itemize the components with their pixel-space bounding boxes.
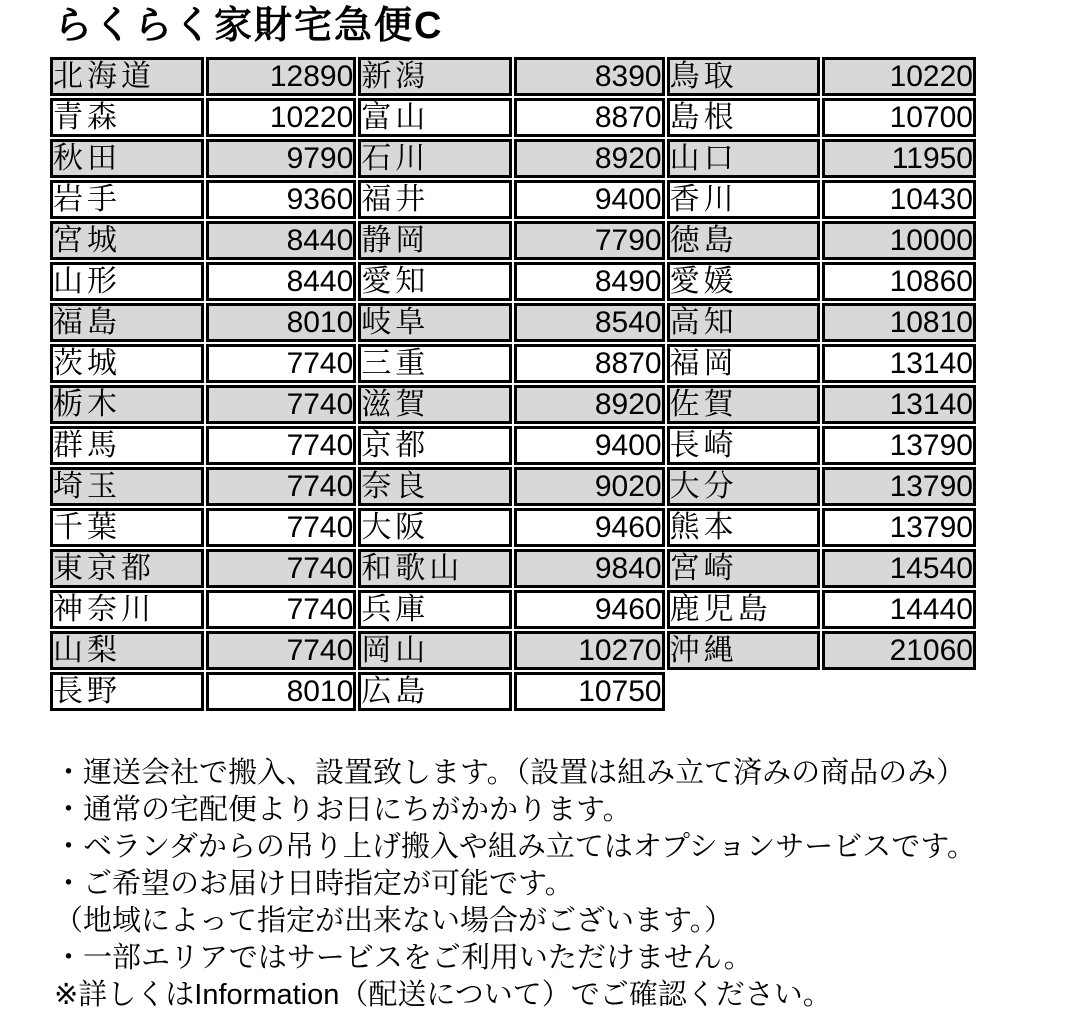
price-cell: 9020 xyxy=(514,467,665,506)
prefecture-cell: 京都 xyxy=(358,426,512,465)
prefecture-cell: 愛知 xyxy=(358,262,512,301)
price-cell: 7740 xyxy=(206,508,357,547)
prefecture-cell: 佐賀 xyxy=(667,385,821,424)
prefecture-cell: 大分 xyxy=(667,467,821,506)
rate-table xyxy=(48,55,978,713)
price-cell: 8010 xyxy=(206,303,357,342)
price-cell: 8540 xyxy=(514,303,665,342)
prefecture-cell: 神奈川 xyxy=(50,590,204,629)
price-cell: 8870 xyxy=(514,98,665,137)
table-row xyxy=(50,590,976,629)
price-cell: 9840 xyxy=(514,549,665,588)
note-line: ・一部エリアではサービスをご利用いただけません。 xyxy=(54,942,753,974)
price-cell: 11950 xyxy=(822,139,976,178)
prefecture-cell: 長崎 xyxy=(667,426,821,465)
price-cell: 7740 xyxy=(206,590,357,629)
prefecture-cell: 福井 xyxy=(358,180,512,219)
price-cell: 7740 xyxy=(206,631,357,670)
prefecture-cell: 千葉 xyxy=(50,508,204,547)
price-cell: 9360 xyxy=(206,180,357,219)
price-cell: 8390 xyxy=(514,57,665,96)
note-line: （地域によって指定が出来ない場合がございます。） xyxy=(54,905,734,937)
price-cell: 7740 xyxy=(206,344,357,383)
table-row xyxy=(50,385,976,424)
table-row xyxy=(50,344,976,383)
prefecture-cell: 鹿児島 xyxy=(667,590,821,629)
prefecture-cell: 愛媛 xyxy=(667,262,821,301)
prefecture-cell: 秋田 xyxy=(50,139,204,178)
empty-cell xyxy=(822,672,976,711)
prefecture-cell: 岡山 xyxy=(358,631,512,670)
prefecture-cell: 青森 xyxy=(50,98,204,137)
prefecture-cell: 長野 xyxy=(50,672,204,711)
table-row xyxy=(50,467,976,506)
price-cell: 10700 xyxy=(822,98,976,137)
notes-list xyxy=(54,755,1080,1014)
table-row xyxy=(50,262,976,301)
price-cell: 10270 xyxy=(514,631,665,670)
price-cell: 8870 xyxy=(514,344,665,383)
note-line: ※詳しくはInformation（配送について）でご確認ください。 xyxy=(54,979,832,1011)
prefecture-cell: 滋賀 xyxy=(358,385,512,424)
price-cell: 13790 xyxy=(822,467,976,506)
prefecture-cell: 岐阜 xyxy=(358,303,512,342)
prefecture-cell: 山梨 xyxy=(50,631,204,670)
prefecture-cell: 福島 xyxy=(50,303,204,342)
table-row xyxy=(50,672,976,711)
table-row xyxy=(50,221,976,260)
prefecture-cell: 沖縄 xyxy=(667,631,821,670)
price-cell: 10810 xyxy=(822,303,976,342)
prefecture-cell: 兵庫 xyxy=(358,590,512,629)
prefecture-cell: 大阪 xyxy=(358,508,512,547)
prefecture-cell: 広島 xyxy=(358,672,512,711)
prefecture-cell: 東京都 xyxy=(50,549,204,588)
prefecture-cell: 岩手 xyxy=(50,180,204,219)
table-row xyxy=(50,139,976,178)
price-cell: 9400 xyxy=(514,180,665,219)
price-cell: 9460 xyxy=(514,508,665,547)
table-row xyxy=(50,98,976,137)
price-cell: 9400 xyxy=(514,426,665,465)
price-cell: 8440 xyxy=(206,221,357,260)
price-cell: 8920 xyxy=(514,139,665,178)
price-cell: 9460 xyxy=(514,590,665,629)
page-title: らくらく家財宅急便C xyxy=(54,5,444,47)
price-cell: 21060 xyxy=(822,631,976,670)
prefecture-cell: 三重 xyxy=(358,344,512,383)
table-row xyxy=(50,426,976,465)
price-cell: 7740 xyxy=(206,549,357,588)
price-cell: 7740 xyxy=(206,467,357,506)
prefecture-cell: 島根 xyxy=(667,98,821,137)
prefecture-cell: 山口 xyxy=(667,139,821,178)
prefecture-cell: 栃木 xyxy=(50,385,204,424)
price-cell: 13140 xyxy=(822,385,976,424)
note-line: ・通常の宅配便よりお日にちがかかります。 xyxy=(54,794,632,826)
price-cell: 7790 xyxy=(514,221,665,260)
price-cell: 13140 xyxy=(822,344,976,383)
prefecture-cell: 宮城 xyxy=(50,221,204,260)
prefecture-cell: 富山 xyxy=(358,98,512,137)
prefecture-cell: 福岡 xyxy=(667,344,821,383)
table-row xyxy=(50,303,976,342)
price-cell: 10750 xyxy=(514,672,665,711)
prefecture-cell: 香川 xyxy=(667,180,821,219)
prefecture-cell: 宮崎 xyxy=(667,549,821,588)
prefecture-cell: 埼玉 xyxy=(50,467,204,506)
table-row xyxy=(50,180,976,219)
prefecture-cell: 北海道 xyxy=(50,57,204,96)
prefecture-cell: 和歌山 xyxy=(358,549,512,588)
prefecture-cell: 熊本 xyxy=(667,508,821,547)
prefecture-cell: 茨城 xyxy=(50,344,204,383)
rate-table-body xyxy=(50,57,976,711)
table-row xyxy=(50,508,976,547)
price-cell: 8010 xyxy=(206,672,357,711)
price-cell: 10430 xyxy=(822,180,976,219)
table-row xyxy=(50,631,976,670)
table-row xyxy=(50,57,976,96)
prefecture-cell: 鳥取 xyxy=(667,57,821,96)
note-line: ・運送会社で搬入、設置致します。（設置は組み立て済みの商品のみ） xyxy=(54,757,966,789)
prefecture-cell: 石川 xyxy=(358,139,512,178)
price-cell: 7740 xyxy=(206,426,357,465)
prefecture-cell: 静岡 xyxy=(358,221,512,260)
price-cell: 10220 xyxy=(822,57,976,96)
price-cell: 10000 xyxy=(822,221,976,260)
price-cell: 14440 xyxy=(822,590,976,629)
prefecture-cell: 群馬 xyxy=(50,426,204,465)
prefecture-cell: 徳島 xyxy=(667,221,821,260)
prefecture-cell: 高知 xyxy=(667,303,821,342)
price-cell: 14540 xyxy=(822,549,976,588)
note-line: ・ベランダからの吊り上げ搬入や組み立てはオプションサービスです。 xyxy=(54,831,976,863)
price-cell: 9790 xyxy=(206,139,357,178)
prefecture-cell: 新潟 xyxy=(358,57,512,96)
price-cell: 7740 xyxy=(206,385,357,424)
empty-cell xyxy=(667,672,821,711)
table-row xyxy=(50,549,976,588)
note-line: ・ご希望のお届け日時指定が可能です。 xyxy=(54,868,574,900)
price-cell: 12890 xyxy=(206,57,357,96)
price-cell: 8440 xyxy=(206,262,357,301)
price-cell: 13790 xyxy=(822,508,976,547)
price-cell: 8920 xyxy=(514,385,665,424)
price-cell: 13790 xyxy=(822,426,976,465)
price-cell: 8490 xyxy=(514,262,665,301)
price-cell: 10220 xyxy=(206,98,357,137)
price-cell: 10860 xyxy=(822,262,976,301)
prefecture-cell: 奈良 xyxy=(358,467,512,506)
prefecture-cell: 山形 xyxy=(50,262,204,301)
